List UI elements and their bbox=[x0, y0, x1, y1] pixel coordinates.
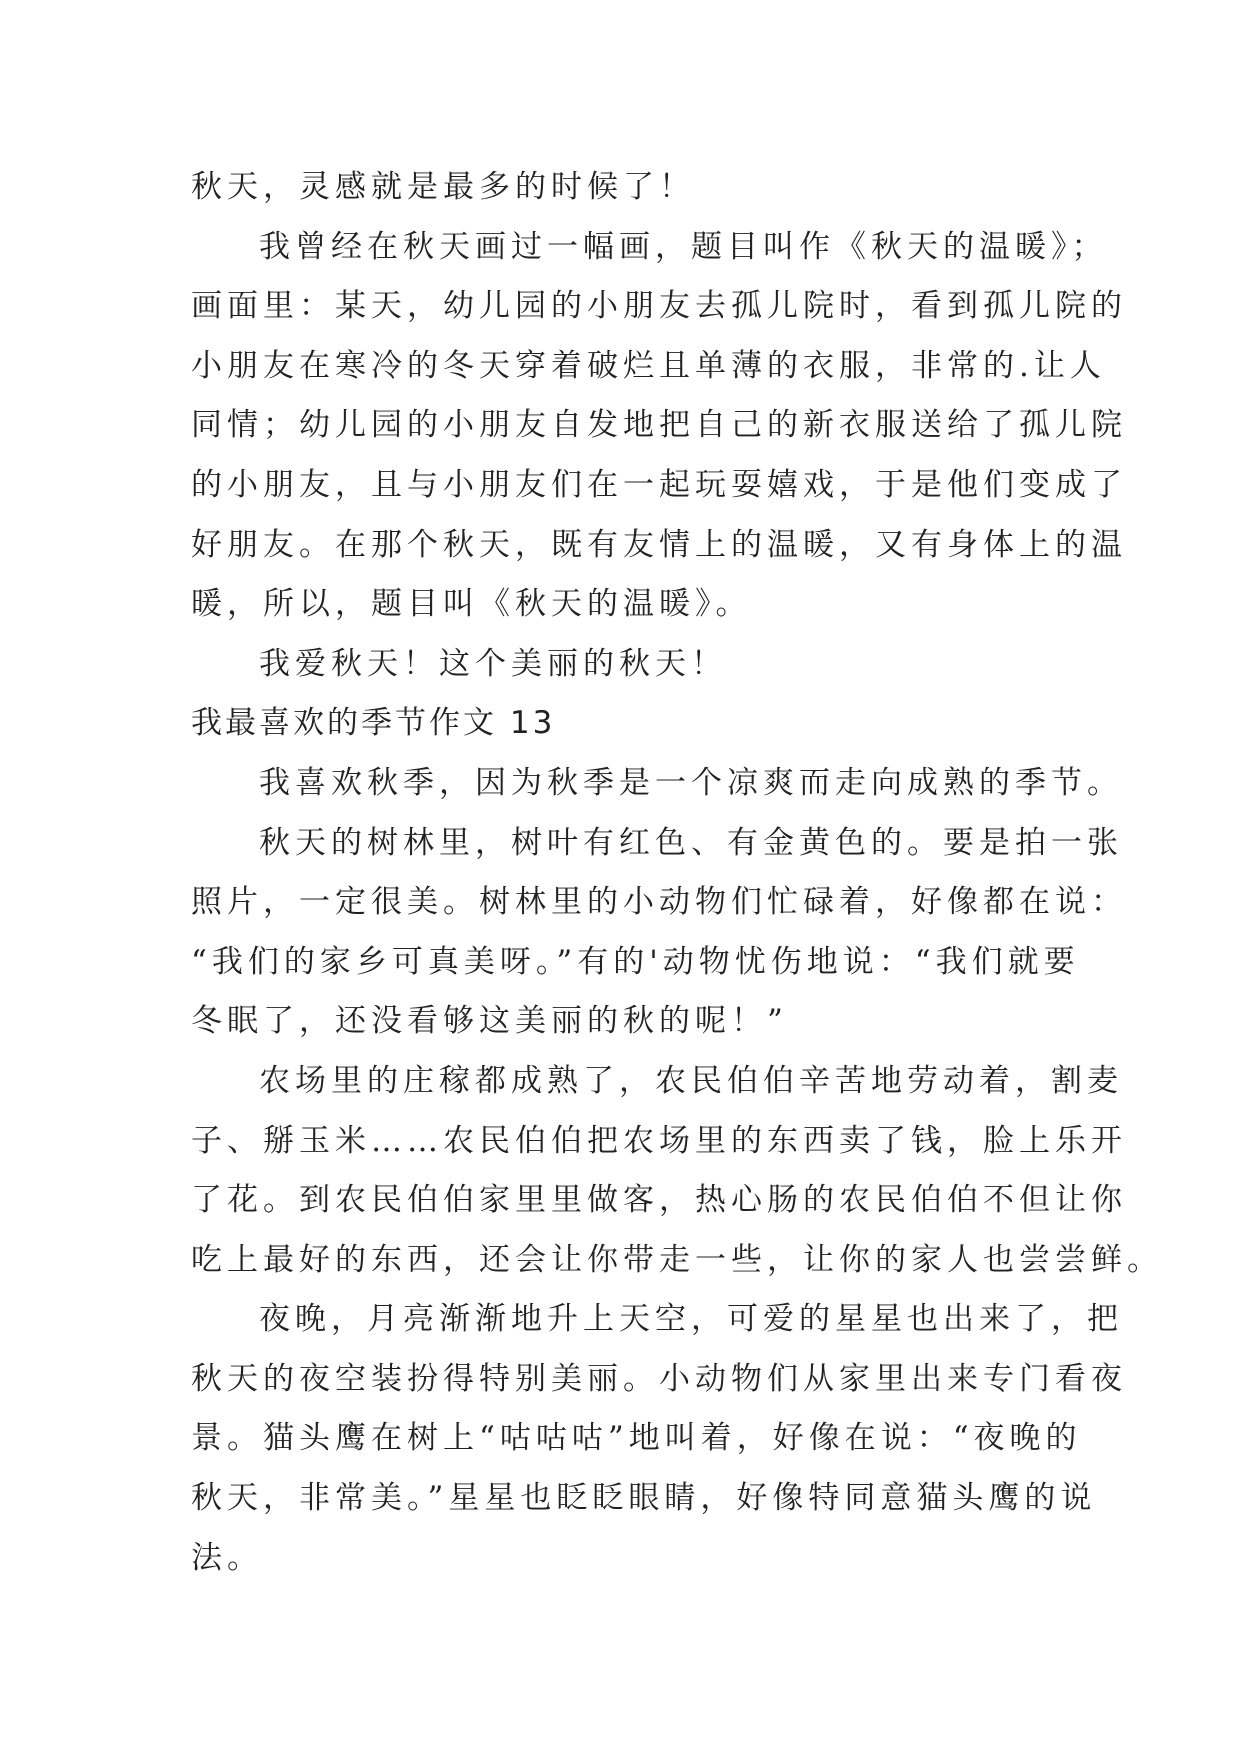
text-line: 秋天的树林里，树叶有红色、有金黄色的。要是拍一张 bbox=[259, 824, 1123, 861]
text-line: 我喜欢秋季，因为秋季是一个凉爽而走向成熟的季节。 bbox=[259, 764, 1123, 801]
text-line: 好朋友。在那个秋天，既有友情上的温暖，又有身体上的温 bbox=[191, 526, 1127, 563]
text-line: 吃上最好的东西，还会让你带走一些，让你的家人也尝尝鲜。 bbox=[191, 1241, 1163, 1278]
text-line: 照片，一定很美。树林里的小动物们忙碌着，好像都在说： bbox=[191, 884, 1127, 921]
text-line: 子、掰玉米……农民伯伯把农场里的东西卖了钱，脸上乐开 bbox=[191, 1122, 1127, 1159]
text-line: 法。 bbox=[191, 1539, 263, 1576]
text-line: 景。猫头鹰在树上“咕咕咕”地叫着，好像在说：“夜晚的 bbox=[191, 1420, 1082, 1457]
text-line: 同情；幼儿园的小朋友自发地把自己的新衣服送给了孤儿院 bbox=[191, 407, 1127, 444]
section-heading: 我最喜欢的季节作文 13 bbox=[191, 705, 556, 742]
text-line: 小朋友在寒冷的冬天穿着破烂且单薄的衣服，非常的.让人 bbox=[191, 347, 1106, 384]
text-line: 秋天，灵感就是最多的时候了！ bbox=[191, 169, 695, 205]
text-line: 了花。到农民伯伯家里里做客，热心肠的农民伯伯不但让你 bbox=[191, 1182, 1127, 1219]
text-line: 秋天，非常美。”星星也眨眨眼睛，好像特同意猫头鹰的说 bbox=[191, 1480, 1097, 1517]
text-line: 冬眠了，还没看够这美丽的秋的呢！” bbox=[191, 1003, 788, 1040]
text-line: 的小朋友，且与小朋友们在一起玩耍嬉戏，于是他们变成了 bbox=[191, 466, 1127, 503]
text-line: 暖，所以，题目叫《秋天的温暖》。 bbox=[191, 586, 752, 623]
text-line: 农场里的庄稼都成熟了，农民伯伯辛苦地劳动着，割麦 bbox=[259, 1062, 1123, 1099]
text-line: 画面里：某天，幼儿园的小朋友去孤儿院时，看到孤儿院的 bbox=[191, 288, 1127, 325]
text-column bbox=[191, 158, 1163, 1588]
text-line: 我曾经在秋天画过一幅画，题目叫作《秋天的温暖》； bbox=[259, 228, 1108, 265]
text-line: “我们的家乡可真美呀。”有的'动物忧伤地说：“我们就要 bbox=[191, 943, 1080, 980]
text-line: 我爱秋天！这个美丽的秋天！ bbox=[259, 645, 727, 682]
text-line: 秋天的夜空装扮得特别美丽。小动物们从家里出来专门看夜 bbox=[191, 1360, 1127, 1397]
text-line: 夜晚，月亮渐渐地升上天空，可爱的星星也出来了，把 bbox=[259, 1301, 1123, 1338]
